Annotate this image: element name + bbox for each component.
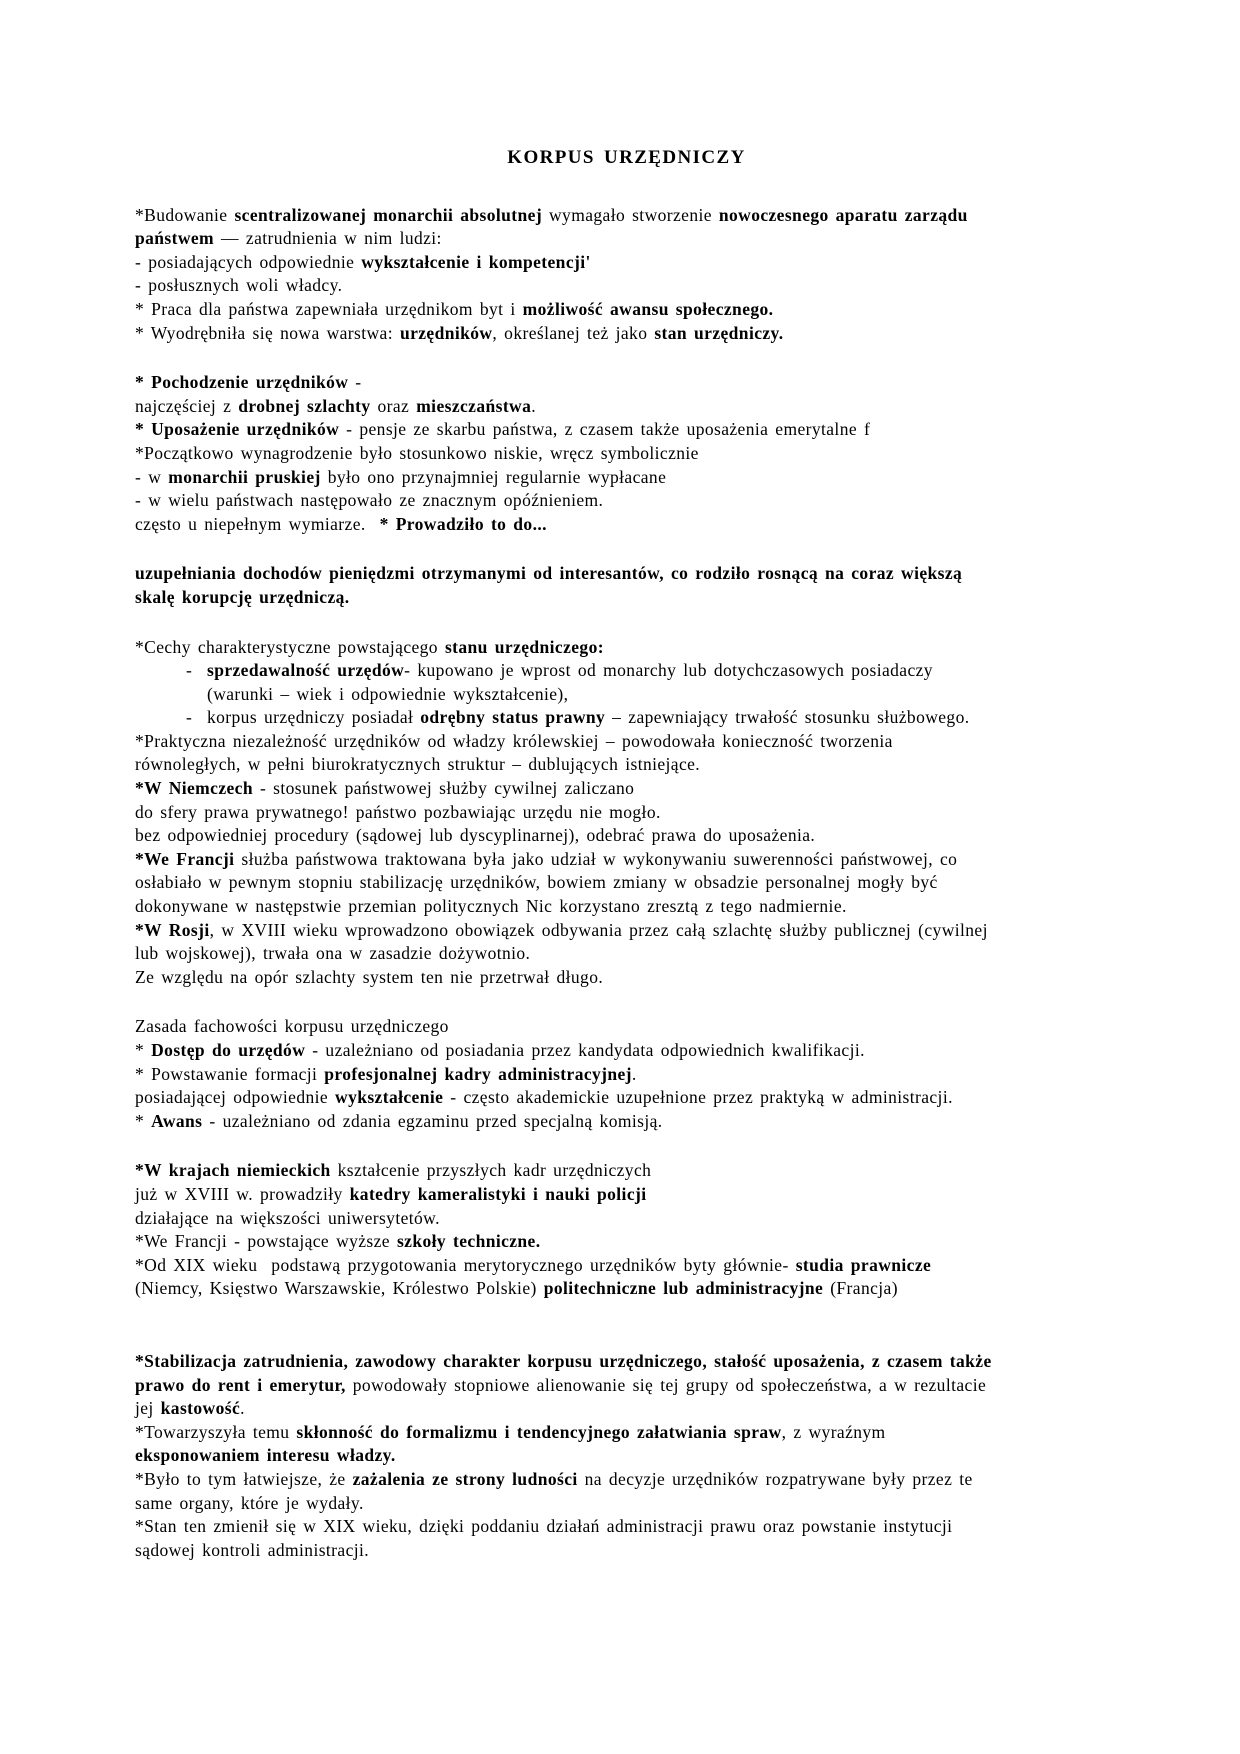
text-segment: *Towarzyszyła temu — [135, 1421, 297, 1442]
text-line — [135, 1374, 1118, 1398]
text-line — [135, 274, 1118, 298]
page-title: KORPUS URZĘDNICZY — [507, 147, 746, 168]
text-segment: powodowały stopniowe alienowanie się tej grupy od społeczeństwa, a w rezultacie — [345, 1374, 987, 1395]
text-line — [135, 683, 1118, 707]
text-line — [135, 442, 1118, 466]
text-segment: było ono przynajmniej regularnie wypłacane — [320, 466, 667, 487]
paragraph — [135, 1350, 1118, 1562]
text-segment: *Cechy charakterystyczne powstającego — [135, 636, 445, 657]
text-segment: nowoczesnego aparatu zarządu — [718, 204, 968, 225]
text-segment: *Początkowo wynagrodzenie było stosunkowo niskie, wręcz symbolicznie — [135, 442, 699, 463]
text-segment: jej — [135, 1398, 161, 1419]
text-segment: drobnej szlachty — [238, 395, 371, 416]
text-segment: urzędników — [399, 322, 493, 343]
text-segment: skłonność do formalizmu i tendencyjnego załatwiania spraw — [296, 1421, 782, 1442]
text-segment: *We Francji — [135, 848, 235, 869]
text-segment: , z wyraźnym — [781, 1421, 886, 1442]
text-line — [135, 298, 1118, 322]
text-segment: — zatrudnienia w nim ludzi: — [214, 228, 442, 249]
text-segment: eksponowaniem interesu władzy. — [135, 1445, 396, 1466]
text-line — [135, 1086, 1118, 1110]
text-segment: * — [135, 1110, 152, 1131]
text-segment: wykształcenie i kompetencji' — [361, 251, 591, 272]
text-segment: - stosunek państwowej służby cywilnej zaliczano — [252, 778, 635, 799]
text-segment: Ze względu na opór szlachty system ten nie przetrwał długo. — [135, 966, 604, 987]
text-segment: . — [631, 1063, 637, 1084]
text-line — [135, 562, 1118, 586]
text-segment: - kupowano je wprost od monarchy lub dotychczasowych posiadaczy — [404, 660, 933, 681]
text-segment: - w wielu państwach następowało ze znacznym opóźnieniem. — [135, 490, 604, 511]
text-segment: *Stabilizacja zatrudnienia, zawodowy charakter korpusu urzędniczego, stałość uposażenia, z czasem także — [135, 1350, 992, 1371]
text-segment: posiadającej odpowiednie — [135, 1087, 336, 1108]
text-line — [135, 418, 1118, 442]
text-segment: prawo do rent i emerytur, — [135, 1374, 346, 1395]
list-marker: - — [186, 660, 193, 681]
text-segment: państwem — [135, 228, 215, 249]
text-segment: katedry kameralistyki i nauki policji — [349, 1183, 647, 1204]
paragraph — [135, 636, 1118, 990]
text-segment: możliwość awansu społecznego. — [522, 298, 774, 319]
paragraph — [135, 562, 1118, 609]
text-segment: uzupełniania dochodów pieniędzmi otrzymanymi od interesantów, co rodziło rosnącą na coraz większą — [135, 563, 963, 584]
text-line — [135, 871, 1118, 895]
text-segment: Zasada fachowości korpusu urzędniczego — [135, 1016, 449, 1037]
text-segment: politechniczne lub administracyjne — [543, 1278, 824, 1299]
text-segment: sądowej kontroli administracji. — [135, 1539, 370, 1560]
text-line — [135, 251, 1118, 275]
text-segment: . — [240, 1398, 245, 1419]
text-segment: - — [348, 372, 362, 393]
text-segment: bez odpowiedniej procedury (sądowej lub dyscyplinarnej), odebrać prawa do uposażenia. — [135, 825, 816, 846]
text-segment: *Praktyczna niezależność urzędników od władzy królewskiej – powodowała konieczność tworzenia — [135, 730, 893, 751]
text-segment: oraz — [370, 395, 417, 416]
text-line — [135, 1277, 1118, 1301]
text-segment: szkoły techniczne. — [396, 1231, 541, 1252]
text-segment: * Powstawanie formacji — [135, 1063, 325, 1084]
text-line — [135, 1254, 1118, 1278]
text-segment: *W Niemczech — [135, 778, 253, 799]
text-line — [135, 1397, 1118, 1421]
paragraph — [135, 1159, 1118, 1301]
text-segment: - w — [135, 466, 169, 487]
text-segment: - pensje ze skarbu państwa, z czasem także uposażenia emerytalne f — [339, 419, 871, 440]
text-segment: - posłusznych woli władcy. — [135, 275, 343, 296]
text-line — [135, 513, 1118, 537]
text-line — [135, 322, 1118, 346]
text-line — [135, 895, 1118, 919]
text-line — [135, 466, 1118, 490]
text-segment: służba państwowa traktowana była jako udział w wykonywaniu suwerenności państwowej, co — [234, 848, 958, 869]
list-marker: - — [186, 707, 193, 728]
text-segment: - często akademickie uzupełnione przez praktyką w administracji. — [443, 1087, 953, 1108]
text-segment: monarchii pruskiej — [168, 466, 321, 487]
text-line — [135, 1421, 1118, 1445]
text-line — [135, 1350, 1118, 1374]
text-segment: działające na większości uniwersytetów. — [135, 1207, 440, 1228]
text-segment: *Było to tym łatwiejsze, że — [135, 1468, 353, 1489]
text-line — [135, 966, 1118, 990]
text-segment: osłabiało w pewnym stopniu stabilizację urzędników, bowiem zmiany w obsadzie personalnej mogły być — [135, 872, 938, 893]
text-segment: kształcenie przyszłych kadr urzędniczych — [330, 1160, 652, 1181]
paragraph — [135, 204, 1118, 346]
text-segment: stan urzędniczy. — [654, 322, 784, 343]
text-segment: studia prawnicze — [795, 1254, 932, 1275]
text-line — [135, 395, 1118, 419]
text-segment: * Pochodzenie urzędników — [135, 372, 349, 393]
text-segment: wykształcenie — [335, 1087, 444, 1108]
text-line — [135, 1110, 1118, 1134]
text-segment: (warunki – wiek i odpowiednie wykształcenie), — [207, 683, 569, 704]
text-segment: *Stan ten zmienił się w XIX wieku, dzięki poddaniu działań administracji prawu oraz powstanie instytucji — [135, 1516, 953, 1537]
text-line — [135, 730, 1118, 754]
text-segment: * Praca dla państwa zapewniała urzędnikom byt i — [135, 298, 523, 319]
text-line — [135, 1492, 1118, 1516]
paragraph — [135, 371, 1118, 536]
text-segment: Dostęp do urzędów — [151, 1040, 306, 1060]
text-segment: mieszczaństwa — [416, 395, 532, 416]
text-segment: *We Francji - powstające wyższe — [135, 1231, 397, 1252]
text-line — [135, 204, 1118, 228]
text-line — [135, 1063, 1118, 1087]
text-segment: najczęściej z — [135, 395, 239, 416]
text-line — [135, 777, 1118, 801]
text-segment: równoległych, w pełni biurokratycznych struktur – dublujących istniejące. — [135, 754, 701, 775]
text-segment: – zapewniający trwałość stosunku służbowego. — [605, 707, 970, 728]
text-line — [135, 848, 1118, 872]
text-segment: wymagało stworzenie — [542, 204, 719, 225]
text-segment: same organy, które je wydały. — [135, 1492, 364, 1513]
text-segment: , określanej też jako — [492, 322, 655, 343]
text-line — [135, 586, 1118, 610]
text-segment: - uzależniano od posiadania przez kandydata odpowiednich kwalifikacji. — [305, 1040, 865, 1060]
text-segment: - uzależniano od zdania egzaminu przed specjalną komisją. — [202, 1110, 663, 1131]
text-line — [135, 753, 1118, 777]
text-segment: *W krajach niemieckich — [135, 1160, 331, 1181]
text-line — [135, 371, 1118, 395]
text-line — [135, 919, 1118, 943]
text-line — [135, 1468, 1118, 1492]
text-segment: skalę korupcję urzędniczą. — [135, 586, 350, 607]
text-line — [135, 1039, 1118, 1063]
text-segment: często u niepełnym wymiarze. — [135, 513, 380, 534]
text-segment: sprzedawalność urzędów — [207, 660, 405, 681]
text-segment: . — [531, 395, 537, 416]
text-line — [135, 636, 1118, 660]
text-segment: - posiadających odpowiednie — [135, 251, 362, 272]
text-line — [135, 659, 1118, 683]
text-line — [135, 706, 1118, 730]
text-segment: * Uposażenie urzędników — [135, 419, 340, 440]
text-line — [135, 1515, 1118, 1539]
text-line — [135, 801, 1118, 825]
text-segment: * Prowadziło to do... — [379, 513, 547, 534]
text-line — [135, 1444, 1118, 1468]
text-segment: odrębny status prawny — [420, 707, 606, 728]
text-segment: na decyzje urzędników rozpatrywane były przez te — [577, 1468, 973, 1489]
text-segment: do sfery prawa prywatnego! państwo pozbawiając urzędu nie mogło. — [135, 801, 661, 822]
text-segment: lub wojskowej), trwała ona w zasadzie dożywotnio. — [135, 943, 531, 964]
text-line — [135, 227, 1118, 251]
text-segment: (Francja) — [823, 1278, 898, 1299]
text-line — [135, 1539, 1118, 1563]
text-line — [135, 1230, 1118, 1254]
text-segment: * — [135, 1040, 152, 1060]
text-line — [135, 1015, 1118, 1039]
text-line — [135, 1159, 1118, 1183]
text-segment: Awans — [151, 1110, 203, 1131]
text-segment: kastowość — [160, 1398, 241, 1419]
text-segment: * Wyodrębniła się nowa warstwa: — [135, 322, 400, 343]
text-segment: (Niemcy, Księstwo Warszawskie, Królestwo Polskie) — [135, 1278, 544, 1299]
text-line — [135, 1207, 1118, 1231]
text-line — [135, 1183, 1118, 1207]
text-segment: *W Rosji — [135, 919, 210, 940]
text-line — [135, 942, 1118, 966]
text-segment: *Od XIX wieku podstawą przygotowania merytorycznego urzędników byty głównie- — [135, 1254, 796, 1275]
text-segment: już w XVIII w. prowadziły — [135, 1183, 350, 1204]
text-segment: stanu urzędniczego: — [444, 636, 604, 657]
text-segment: *Budowanie — [135, 204, 235, 225]
text-segment: korpus urzędniczy posiadał — [207, 707, 421, 728]
text-segment: scentralizowanej monarchii absolutnej — [234, 204, 543, 225]
text-line — [135, 489, 1118, 513]
paragraph — [135, 1015, 1118, 1133]
text-segment: profesjonalnej kadry administracyjnej — [324, 1063, 632, 1084]
text-segment: zażalenia ze strony ludności — [352, 1468, 578, 1489]
text-line — [135, 824, 1118, 848]
text-segment: dokonywane w następstwie przemian politycznych Nic korzystano zresztą z tego nadmiernie. — [135, 896, 847, 917]
text-segment: , w XVIII wieku wprowadzono obowiązek odbywania przez całą szlachtę służby publicznej (cywilnej — [209, 919, 988, 940]
